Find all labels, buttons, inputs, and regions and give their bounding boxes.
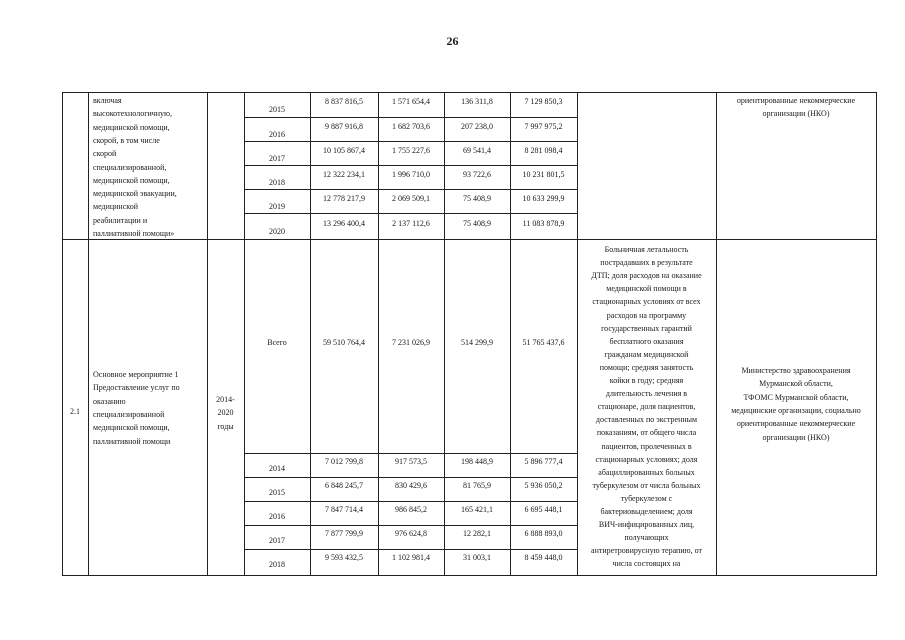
table1-description-line: высокотехнологичную,	[93, 109, 173, 119]
table2-indicator-line: антиретровирусную терапию, от	[591, 546, 702, 556]
table2-indicator-line: гражданам медицинской	[604, 349, 689, 359]
table1-year-cell: 2015	[269, 105, 285, 114]
table2-number: 2.1	[70, 407, 80, 416]
table2-total-label: Всего	[267, 338, 287, 347]
table2-year-cell: 2014	[269, 464, 285, 473]
table1-row-divider	[244, 165, 577, 166]
table1-value-total: 12 322 234,1	[323, 169, 365, 179]
table-border-bottom	[62, 575, 877, 576]
table2-indicator-line: показаниям, от общего числа	[596, 428, 697, 438]
table2-total-value-federal: 7 231 026,9	[392, 338, 430, 347]
table2-value-municipal: 12 282,1	[463, 529, 491, 538]
table1-value-municipal: 75 408,9	[463, 193, 491, 203]
table2-value-total: 9 593 432,5	[325, 553, 363, 562]
table1-value-other: 11 083 878,9	[522, 218, 565, 228]
table1-value-federal: 2 069 509,1	[392, 193, 430, 203]
table2-row-divider	[244, 501, 577, 502]
table1-value-total: 10 105 867,4	[323, 145, 365, 155]
table1-description-line: медицинской помощи,	[93, 175, 170, 185]
table1-row-divider	[244, 141, 577, 142]
table1-value-federal: 1 571 654,4	[392, 97, 430, 106]
table2-executor-line: Министерство здравоохранения	[741, 366, 851, 375]
table2-year-cell: 2016	[269, 512, 285, 521]
table2-total-value-municipal: 514 299,9	[461, 338, 493, 347]
table1-value-other: 10 231 801,5	[522, 169, 565, 179]
table2-indicator-line: туберкулезом с	[620, 493, 673, 503]
table-border-right	[876, 92, 877, 575]
table2-executor-line: медицинские организации, социально	[731, 405, 861, 415]
table1-executor-line: организации (НКО)	[762, 109, 830, 119]
table1-value-other: 7 997 975,2	[524, 121, 563, 131]
table1-year-cell: 2019	[269, 201, 285, 211]
table2-value-other: 8 459 448,0	[524, 553, 563, 562]
table2-description-line: медицинской помощи,	[93, 423, 170, 433]
table1-description-line: скорой	[93, 149, 117, 159]
table1-value-total: 13 296 400,4	[323, 218, 365, 228]
table2-year-cell: 2015	[269, 488, 285, 497]
table1-value-other: 7 129 850,3	[524, 97, 563, 106]
table1-description-line: специализированной,	[93, 162, 167, 172]
table2-indicator-line: длительность лечения в	[605, 389, 688, 399]
table2-description-line: паллиативной помощи	[93, 436, 171, 446]
table2-total-value-other: 51 765 437,6	[522, 338, 565, 347]
table2-indicator-line: туберкулезом от числа больных	[592, 480, 701, 490]
table2-value-other: 5 936 050,2	[524, 481, 563, 490]
table2-indicator-line: пострадавших в результате	[600, 258, 693, 268]
table1-row-divider	[244, 189, 577, 190]
table1-value-federal: 1 996 710,0	[392, 169, 430, 179]
table2-indicator-line: стационарных условиях; доля	[595, 454, 698, 464]
table2-indicator-line: стационаре, доля пациентов,	[597, 402, 696, 412]
table2-row-divider	[244, 525, 577, 526]
table1-row-divider	[244, 213, 577, 214]
table2-indicator-line: ДТП; доля расходов на оказание	[591, 271, 702, 281]
page-number: 26	[446, 34, 459, 48]
table2-indicator-line: бактериовыделением; доля	[600, 507, 693, 516]
column-divider-ind	[716, 92, 717, 575]
table1-value-municipal: 136 311,8	[461, 97, 493, 106]
table2-description-line: специализированной	[93, 409, 165, 419]
table2-value-federal: 986 845,2	[395, 505, 427, 514]
table1-value-other: 8 281 098,4	[524, 145, 563, 155]
table1-year-cell: 2020	[269, 226, 285, 236]
table1-value-municipal: 93 722,6	[463, 169, 491, 179]
table2-value-municipal: 31 003,1	[463, 553, 491, 562]
table2-executor-line: ориентированные некоммерческие	[736, 419, 856, 429]
table2-executor-line: ТФОМС Мурманской области,	[743, 392, 849, 402]
table1-value-federal: 2 137 112,6	[392, 218, 430, 228]
table2-period-line: годы	[217, 421, 234, 431]
table2-indicator-line: Больничная летальность	[604, 245, 689, 254]
table2-indicator-line: бесплатного оказания	[609, 336, 684, 346]
table1-executor-line: ориентированные некоммерческие	[736, 96, 856, 105]
table1-description-line: включая	[93, 96, 122, 105]
table2-row-divider	[244, 477, 577, 478]
table1-year-cell: 2017	[269, 153, 285, 163]
table1-description-line: паллиативной помощи»	[93, 229, 175, 238]
table2-value-federal: 830 429,6	[395, 481, 427, 490]
table2-row-divider	[244, 549, 577, 550]
table2-indicator-line: расходов на программу	[606, 310, 687, 320]
table1-value-total: 9 887 916,8	[325, 121, 363, 131]
table1-value-municipal: 75 408,9	[463, 218, 491, 228]
table2-indicator-line: пациентов, пролеченных в	[601, 441, 692, 451]
table2-value-municipal: 198 448,9	[461, 457, 493, 466]
table2-period-line: 2014-	[216, 395, 235, 404]
table1-description-line: медицинской помощи,	[93, 122, 170, 132]
table1-year-cell: 2018	[269, 177, 285, 187]
table2-value-total: 7 847 714,4	[325, 505, 363, 514]
table1-value-total: 8 837 816,5	[325, 97, 363, 106]
table1-row-divider	[244, 117, 577, 118]
table2-value-other: 5 896 777,4	[524, 457, 563, 466]
table2-value-federal: 976 624,8	[395, 529, 427, 538]
table2-indicator-line: медицинской помощи в	[606, 284, 687, 294]
table2-indicator-line: ВИЧ-инфицированных лиц,	[598, 520, 695, 530]
table2-value-total: 6 848 245,7	[325, 481, 363, 490]
table1-value-municipal: 207 238,0	[461, 121, 493, 131]
table1-value-other: 10 633 299,9	[522, 193, 565, 203]
table1-value-total: 12 778 217,9	[323, 193, 365, 203]
table-border-left	[62, 92, 63, 575]
table2-row-divider	[244, 453, 577, 454]
table2-executor-line: Мурманской области,	[759, 379, 833, 389]
table-border-top	[62, 92, 877, 93]
table2-value-other: 6 888 893,0	[524, 529, 563, 538]
table2-value-federal: 917 573,5	[395, 457, 427, 466]
table1-value-federal: 1 682 703,6	[392, 121, 430, 131]
table2-indicator-line: абациллированных больных	[598, 467, 695, 477]
table2-period-line: 2020	[217, 408, 234, 418]
table2-indicator-line: числа состоящих на	[612, 559, 681, 569]
table2-executor-line: организации (НКО)	[762, 432, 830, 442]
table1-description-line: медицинской эвакуации,	[93, 189, 177, 199]
table2-indicator-line: государственных гарантий	[601, 323, 692, 333]
table1-value-municipal: 69 541,4	[463, 145, 491, 155]
table2-value-municipal: 165 421,1	[461, 505, 493, 514]
table2-value-other: 6 695 448,1	[524, 505, 563, 514]
table2-indicator-line: доставленных по экстренным	[595, 415, 698, 425]
table2-value-federal: 1 102 981,4	[392, 553, 430, 562]
table2-value-municipal: 81 765,9	[463, 481, 491, 490]
table1-description-line: скорой, в том числе	[93, 135, 160, 145]
table2-indicator-line: койки в году; средняя	[609, 376, 684, 385]
table2-value-total: 7 877 799,9	[325, 529, 363, 538]
table1-value-federal: 1 755 227,6	[392, 145, 430, 155]
table2-indicator-line: получающих	[624, 533, 669, 543]
table2-indicator-line: помощи; средняя занятость	[599, 362, 694, 372]
table2-description-line: оказанию	[93, 396, 126, 406]
table2-description-line: Основное мероприятие 1	[93, 370, 179, 379]
table2-year-cell: 2018	[269, 560, 285, 569]
table2-year-cell: 2017	[269, 536, 285, 545]
table2-indicator-line: стационарных условиях от всех	[592, 297, 701, 307]
column-divider-num	[88, 92, 89, 575]
table2-total-value-total: 59 510 764,4	[323, 338, 365, 347]
table1-description-line: реабилитации и	[93, 215, 148, 225]
table2-value-total: 7 012 799,8	[325, 457, 363, 466]
table2-description-line: Предоставление услуг по	[93, 383, 180, 393]
table1-description-line: медицинской	[93, 202, 139, 212]
table1-year-cell: 2016	[269, 129, 285, 139]
